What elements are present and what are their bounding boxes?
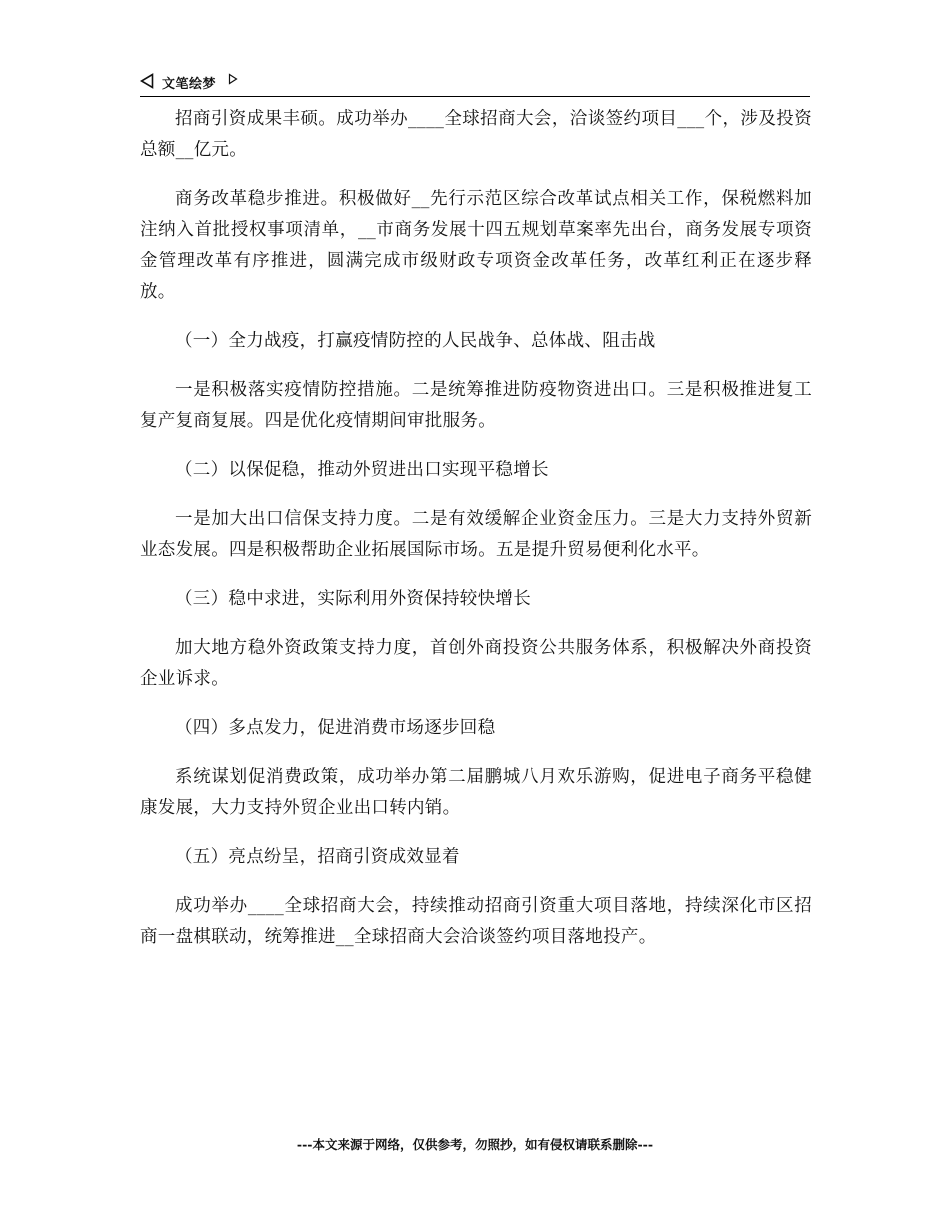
- triangle-left-outline-icon: [140, 73, 154, 89]
- triangle-right-outline-icon: [228, 73, 238, 85]
- document-body: [140, 104, 812, 971]
- page-header: [140, 70, 810, 97]
- page-footer: ---本文来源于网络，仅供参考，勿照抄，如有侵权请联系删除---: [296, 1137, 654, 1152]
- paragraph-section-4: 系统谋划促消费政策，成功举办第二届鹏城八月欢乐游购，促进电子商务平稳健康发展，大力支持外贸企业出口转内销。: [140, 767, 812, 818]
- section-heading-2: （二）以保促稳，推动外贸进出口实现平稳增长: [175, 460, 549, 480]
- paragraph-commerce-reform: 商务改革稳步推进。积极做好__先行示范区综合改革试点相关工作，保税燃料加注纳入首批授权事项清单，__市商务发展十四五规划草案率先出台，商务发展专项资金管理改革有序推进，圆满完成市级财政专项资金改革任务，改革红利正在逐步释放。: [140, 189, 812, 302]
- paragraph-section-5: 成功举办____全球招商大会，持续推动招商引资重大项目落地，持续深化市区招商一盘棋联动，统筹推进__全球招商大会洽谈签约项目落地投产。: [140, 896, 812, 947]
- header-brand: 文笔绘梦: [162, 77, 217, 92]
- section-heading-1: （一）全力战疫，打赢疫情防控的人民战争、总体战、阻击战: [175, 331, 656, 351]
- paragraph-section-1: 一是积极落实疫情防控措施。二是统筹推进防疫物资进出口。三是积极推进复工复产复商复展。四是优化疫情期间审批服务。: [140, 380, 812, 431]
- section-heading-5: （五）亮点纷呈，招商引资成效显着: [175, 847, 460, 867]
- paragraph-section-2: 一是加大出口信保支持力度。二是有效缓解企业资金压力。三是大力支持外贸新业态发展。四是积极帮助企业拓展国际市场。五是提升贸易便利化水平。: [140, 509, 812, 560]
- paragraph-section-3: 加大地方稳外资政策支持力度，首创外商投资公共服务体系，积极解决外商投资企业诉求。: [140, 638, 812, 689]
- section-heading-3: （三）稳中求进，实际利用外资保持较快增长: [175, 589, 531, 609]
- section-heading-4: （四）多点发力，促进消费市场逐步回稳: [175, 718, 496, 738]
- paragraph-merchants-results: 招商引资成果丰硕。成功举办____全球招商大会，洽谈签约项目___个，涉及投资总额__亿元。: [140, 109, 812, 160]
